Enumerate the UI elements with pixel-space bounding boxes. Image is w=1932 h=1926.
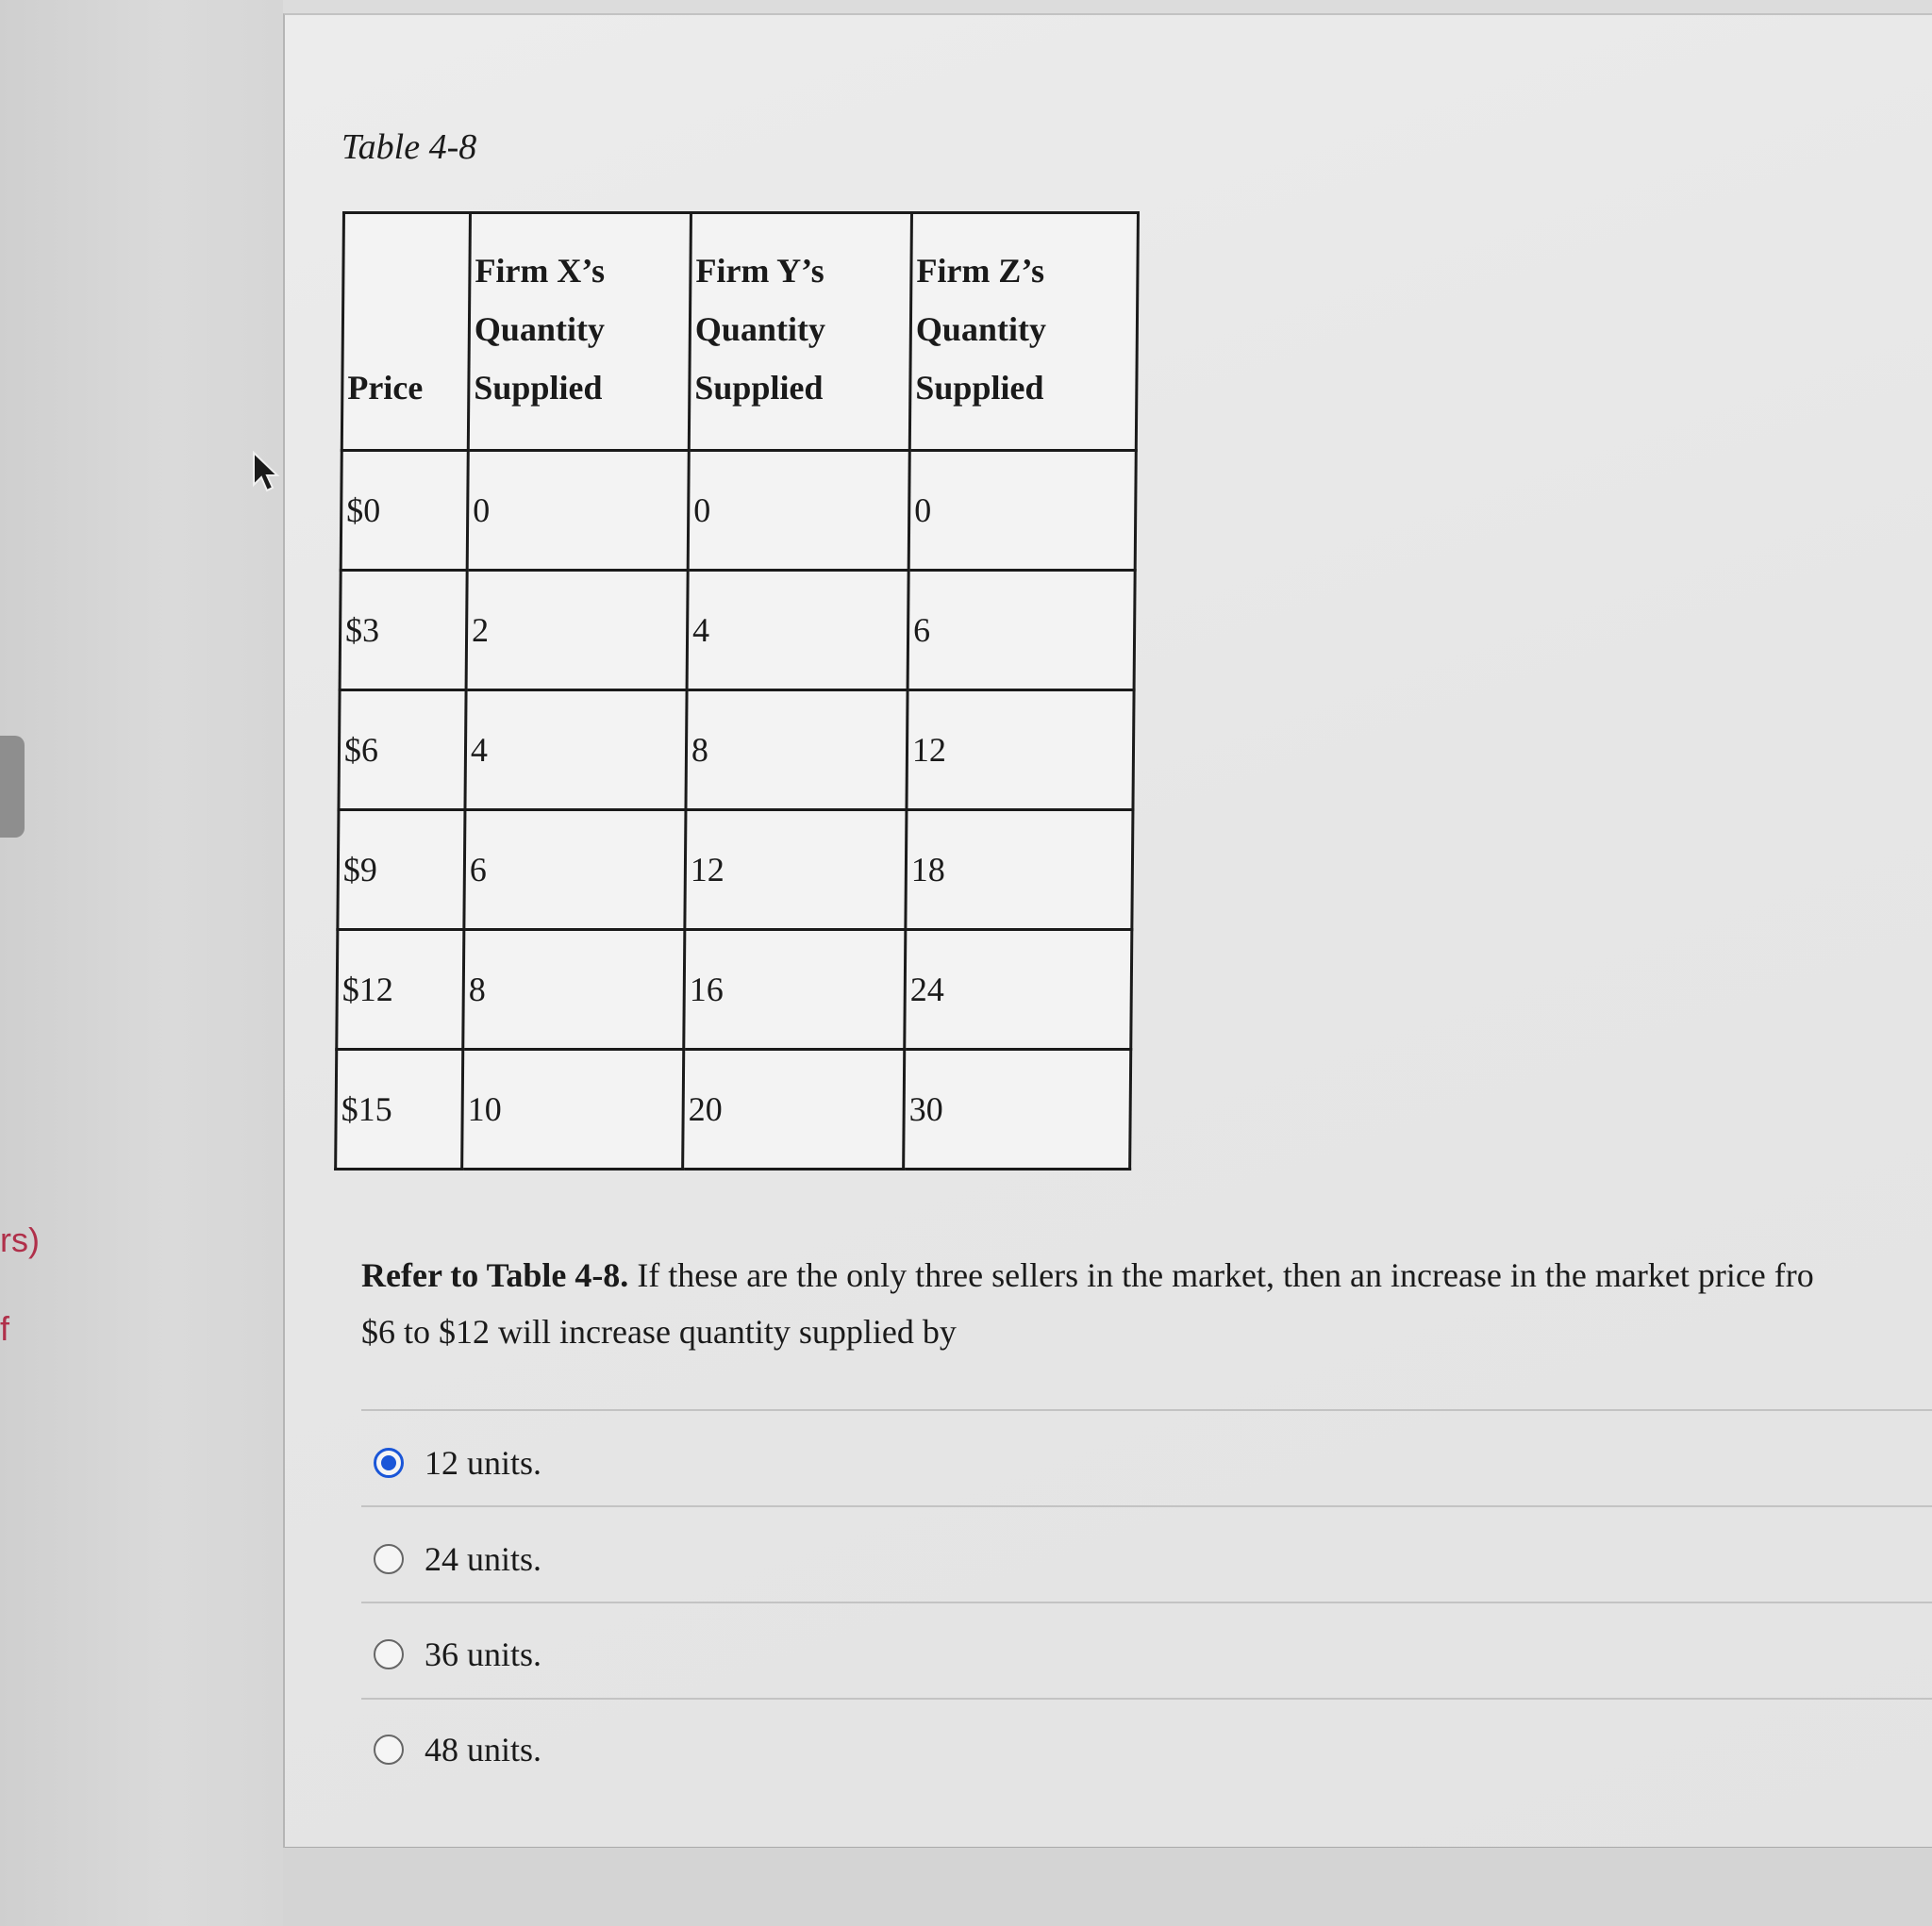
answer-option-label: 12 units.: [425, 1444, 542, 1482]
radio-unselected-icon[interactable]: [374, 1639, 404, 1669]
answer-option-label: 36 units.: [425, 1635, 542, 1673]
table-header-row: [341, 213, 1138, 451]
price-cell: $15: [336, 1050, 463, 1170]
table-row: [339, 690, 1134, 810]
firm-y-qty-cell: 0: [688, 451, 909, 571]
radio-unselected-icon[interactable]: [374, 1735, 404, 1765]
supply-table: [334, 211, 1140, 1171]
divider: [361, 1602, 1932, 1603]
price-cell: $9: [338, 810, 465, 930]
answer-option-2[interactable]: [374, 1539, 541, 1579]
left-sidebar-strip: [0, 0, 283, 1926]
header-firm-x: [468, 213, 691, 451]
radio-unselected-icon[interactable]: [374, 1544, 404, 1574]
firm-y-qty-cell: 16: [684, 930, 906, 1050]
firm-z-qty-cell: 24: [905, 930, 1132, 1050]
firm-x-qty-cell: 2: [466, 571, 688, 690]
question-line-1: If these are the only three sellers in the market, then an increase in the market price fro: [628, 1256, 1814, 1294]
page-bottom-area: [283, 1848, 1932, 1926]
header-line: Firm Z’s: [916, 252, 1045, 290]
header-line: Supplied: [694, 369, 824, 407]
divider: [361, 1505, 1932, 1507]
table-row: [337, 930, 1132, 1050]
firm-z-qty-cell: 18: [906, 810, 1133, 930]
answer-option-1[interactable]: [374, 1443, 541, 1483]
sidebar-collapse-tab[interactable]: [0, 736, 25, 838]
table-row: [338, 810, 1133, 930]
header-line: Quantity: [474, 310, 606, 348]
header-line: Quantity: [915, 310, 1047, 348]
header-line: Firm X’s: [475, 252, 606, 290]
radio-selected-icon[interactable]: [374, 1448, 404, 1478]
divider: [361, 1698, 1932, 1700]
header-price-label: Price: [347, 369, 424, 407]
header-firm-y: [689, 213, 911, 451]
price-cell: $0: [341, 451, 468, 571]
firm-z-qty-cell: 6: [908, 571, 1135, 690]
firm-x-qty-cell: 6: [464, 810, 686, 930]
firm-x-qty-cell: 8: [463, 930, 685, 1050]
table-row: [340, 571, 1135, 690]
firm-y-qty-cell: 12: [685, 810, 907, 930]
divider: [361, 1409, 1932, 1411]
price-cell: $6: [339, 690, 466, 810]
answer-option-label: 48 units.: [425, 1731, 542, 1768]
answer-option-4[interactable]: [374, 1730, 541, 1769]
table-row: [341, 451, 1136, 571]
question-table-reference: Refer to Table 4-8.: [361, 1256, 629, 1294]
firm-z-qty-cell: 0: [908, 451, 1136, 571]
firm-x-qty-cell: 0: [467, 451, 689, 571]
price-cell: $12: [337, 930, 464, 1050]
firm-y-qty-cell: 20: [683, 1050, 905, 1170]
mouse-cursor-icon: [251, 451, 283, 494]
header-price: [341, 213, 470, 451]
header-line: Quantity: [694, 310, 826, 348]
table-title: Table 4-8: [341, 127, 477, 167]
firm-x-qty-cell: 10: [462, 1050, 684, 1170]
header-line: Supplied: [915, 369, 1044, 407]
answer-option-label: 24 units.: [425, 1540, 542, 1578]
firm-y-qty-cell: 4: [687, 571, 908, 690]
question-text: [361, 1247, 1932, 1360]
price-cell: $3: [340, 571, 467, 690]
answer-option-3[interactable]: [374, 1635, 541, 1674]
sidebar-text-fragment-2: f: [0, 1309, 10, 1348]
firm-z-qty-cell: 30: [904, 1050, 1131, 1170]
question-line-2: $6 to $12 will increase quantity supplied by: [361, 1313, 957, 1351]
firm-z-qty-cell: 12: [907, 690, 1134, 810]
table-row: [336, 1050, 1131, 1170]
header-firm-z: [909, 213, 1138, 451]
firm-y-qty-cell: 8: [686, 690, 908, 810]
header-line: Supplied: [474, 369, 603, 407]
firm-x-qty-cell: 4: [465, 690, 687, 810]
sidebar-text-fragment-1: rs): [0, 1220, 40, 1259]
header-line: Firm Y’s: [695, 252, 824, 290]
